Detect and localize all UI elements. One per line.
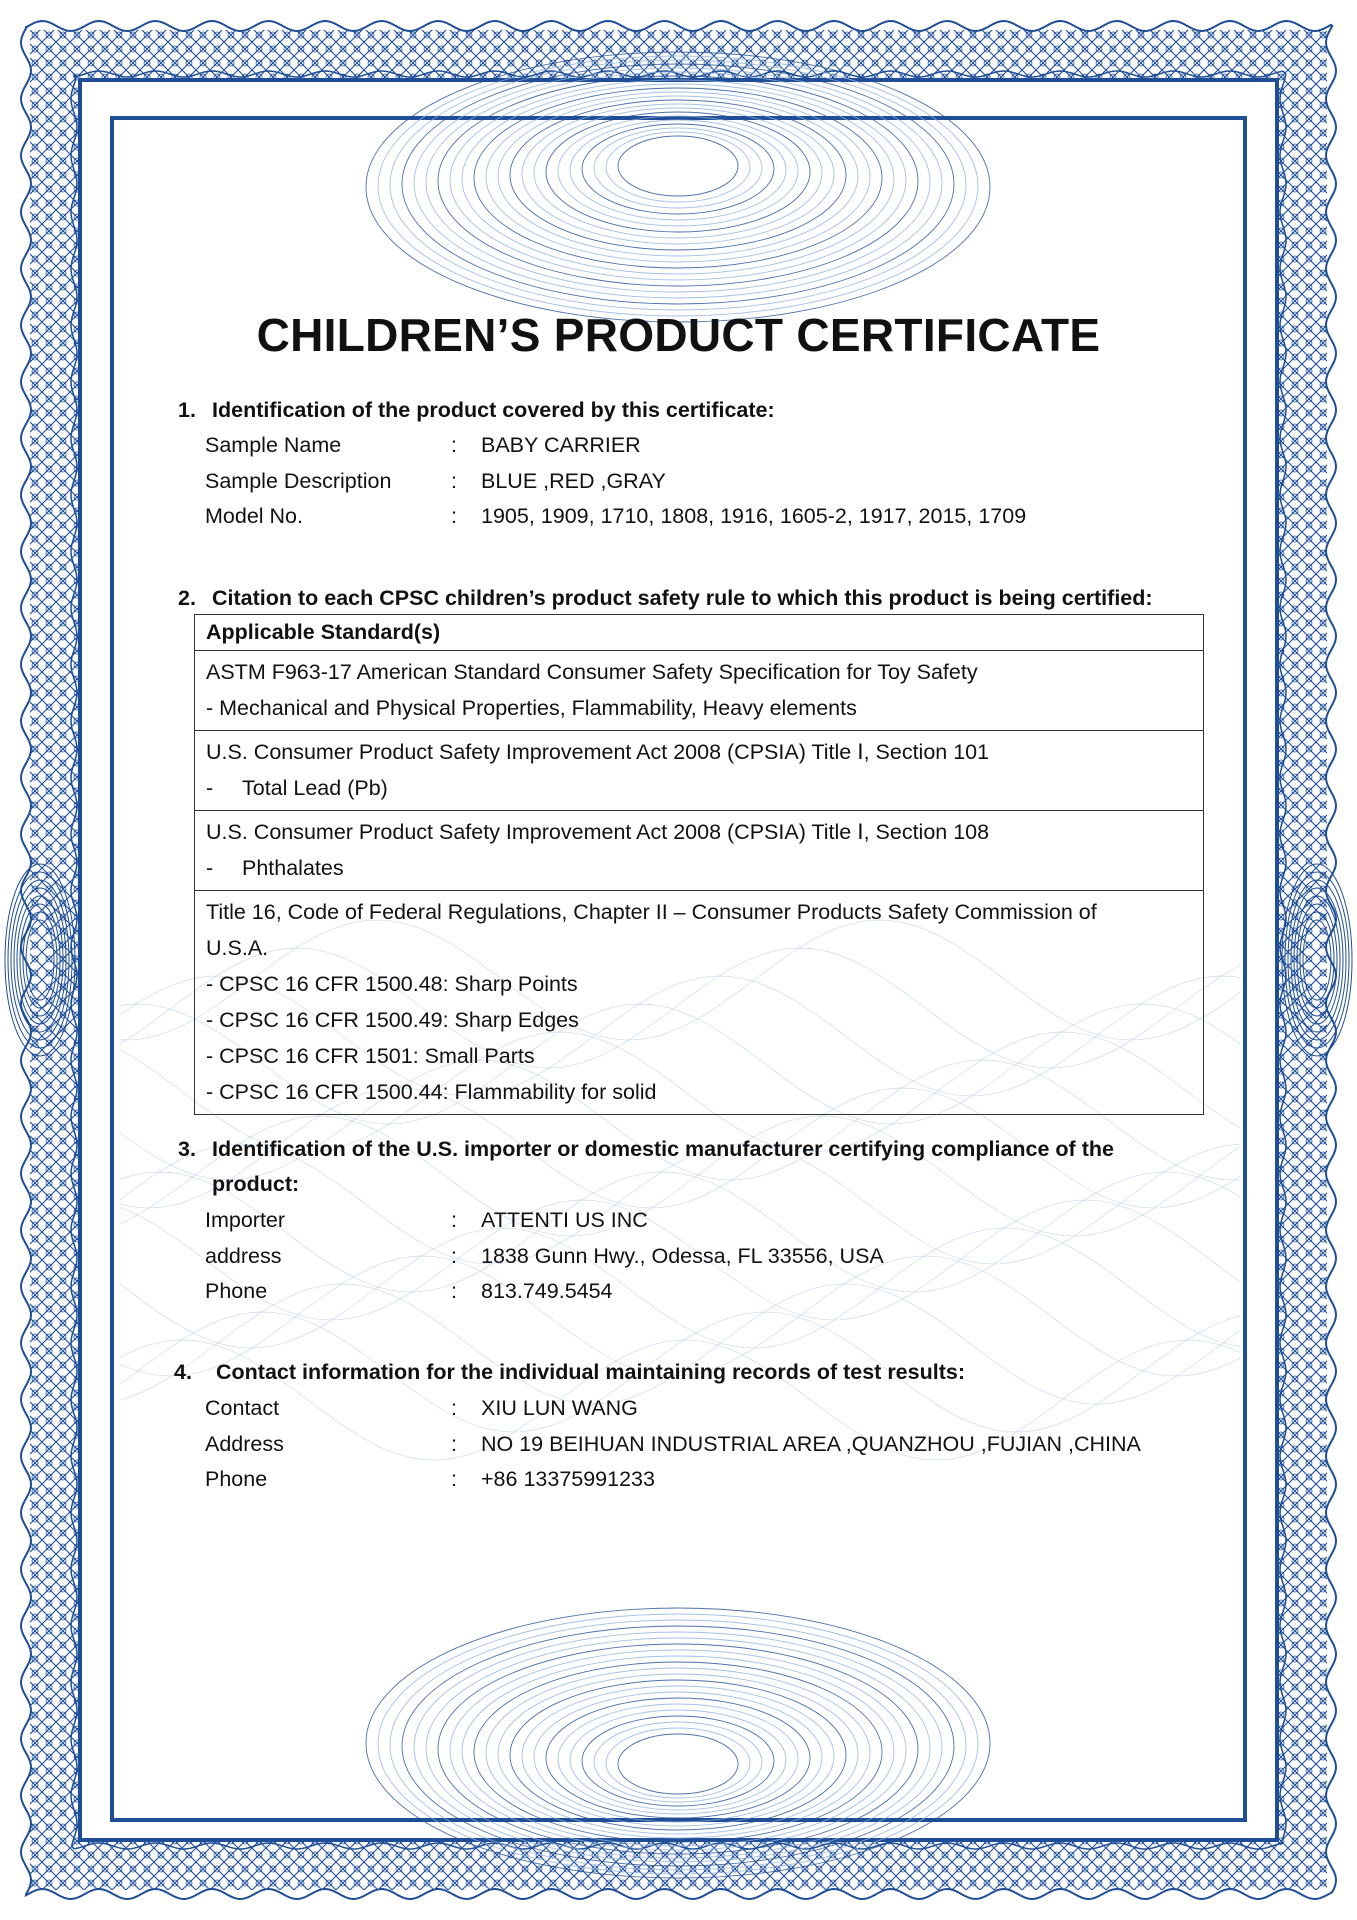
standard-line: - CPSC 16 CFR 1501: Small Parts <box>206 1044 535 1068</box>
standard-line: - CPSC 16 CFR 1500.44: Flammability for solid <box>206 1080 657 1104</box>
field-value: XIU LUN WANG <box>481 1396 638 1420</box>
field-colon: : <box>451 1244 457 1268</box>
table-cell <box>195 731 1204 811</box>
field-value: 1838 Gunn Hwy., Odessa, FL 33556, USA <box>481 1244 884 1268</box>
standard-line: - CPSC 16 CFR 1500.48: Sharp Points <box>206 972 578 996</box>
section-2-number: 2. <box>178 586 196 610</box>
field-label: Model No. <box>205 504 303 528</box>
field-label: Address <box>205 1432 284 1456</box>
section-4-number: 4. <box>174 1360 192 1384</box>
field-label: Sample Name <box>205 433 342 457</box>
standard-line <box>206 850 1192 886</box>
field-label: address <box>205 1244 282 1268</box>
field-value: +86 13375991233 <box>481 1467 655 1491</box>
table-row <box>195 891 1204 1115</box>
table-row <box>195 731 1204 811</box>
bullet-text: Phthalates <box>242 856 344 880</box>
field-colon: : <box>451 1279 457 1303</box>
field-colon: : <box>451 1396 457 1420</box>
field-label: Importer <box>205 1208 286 1232</box>
field-colon: : <box>451 1467 457 1491</box>
applicable-standards-table <box>194 614 1204 1115</box>
field-colon: : <box>451 433 457 457</box>
bullet-text: Total Lead (Pb) <box>242 776 388 800</box>
section-4-title: Contact information for the individual maintaining records of test results: <box>216 1360 965 1384</box>
section-3-number: 3. <box>178 1137 196 1161</box>
standard-line: - Mechanical and Physical Properties, Flammability, Heavy elements <box>206 696 857 720</box>
field-colon: : <box>451 504 457 528</box>
field-label: Phone <box>205 1279 268 1303</box>
table-header-cell: Applicable Standard(s) <box>195 615 1204 651</box>
field-value: BABY CARRIER <box>481 433 641 457</box>
table-row <box>195 811 1204 891</box>
field-value: 813.749.5454 <box>481 1279 613 1303</box>
standard-line: - CPSC 16 CFR 1500.49: Sharp Edges <box>206 1008 579 1032</box>
table-cell <box>195 651 1204 731</box>
field-label: Phone <box>205 1467 268 1491</box>
field-value: ATTENTI US INC <box>481 1208 648 1232</box>
field-value: BLUE ,RED ,GRAY <box>481 469 666 493</box>
standard-line: U.S.A. <box>206 936 269 960</box>
field-value: NO 19 BEIHUAN INDUSTRIAL AREA ,QUANZHOU ,FUJIAN ,CHINA <box>481 1432 1141 1456</box>
section-3-title-line-1: Identification of the U.S. importer or domestic manufacturer certifying compliance of the <box>212 1137 1114 1161</box>
table-cell <box>195 811 1204 891</box>
field-colon: : <box>451 469 457 493</box>
field-value: 1905, 1909, 1710, 1808, 1916, 1605-2, 1917, 2015, 1709 <box>481 504 1027 528</box>
page-title: CHILDREN’S PRODUCT CERTIFICATE <box>256 309 1101 361</box>
field-label: Sample Description <box>205 469 392 493</box>
section-1-number: 1. <box>178 398 196 422</box>
field-colon: : <box>451 1208 457 1232</box>
field-colon: : <box>451 1432 457 1456</box>
table-header-row <box>195 615 1204 651</box>
standard-line: U.S. Consumer Product Safety Improvement Act 2008 (CPSIA) Title Ⅰ, Section 101 <box>206 740 990 764</box>
section-3-title-line-2: product: <box>212 1172 300 1196</box>
standard-line: ASTM F963-17 American Standard Consumer Safety Specification for Toy Safety <box>206 660 978 684</box>
field-label: Contact <box>205 1396 280 1420</box>
section-1-title: Identification of the product covered by this certificate: <box>212 398 775 422</box>
standard-line: U.S. Consumer Product Safety Improvement Act 2008 (CPSIA) Title Ⅰ, Section 108 <box>206 820 990 844</box>
standard-line <box>206 770 1192 806</box>
standard-line: Title 16, Code of Federal Regulations, Chapter II – Consumer Products Safety Commission of <box>206 900 1097 924</box>
section-2-title: Citation to each CPSC children’s product safety rule to which this product is being certified: <box>212 586 1153 610</box>
table-cell <box>195 891 1204 1115</box>
bullet-dash: - <box>206 776 214 800</box>
table-row <box>195 651 1204 731</box>
bullet-dash: - <box>206 856 214 880</box>
